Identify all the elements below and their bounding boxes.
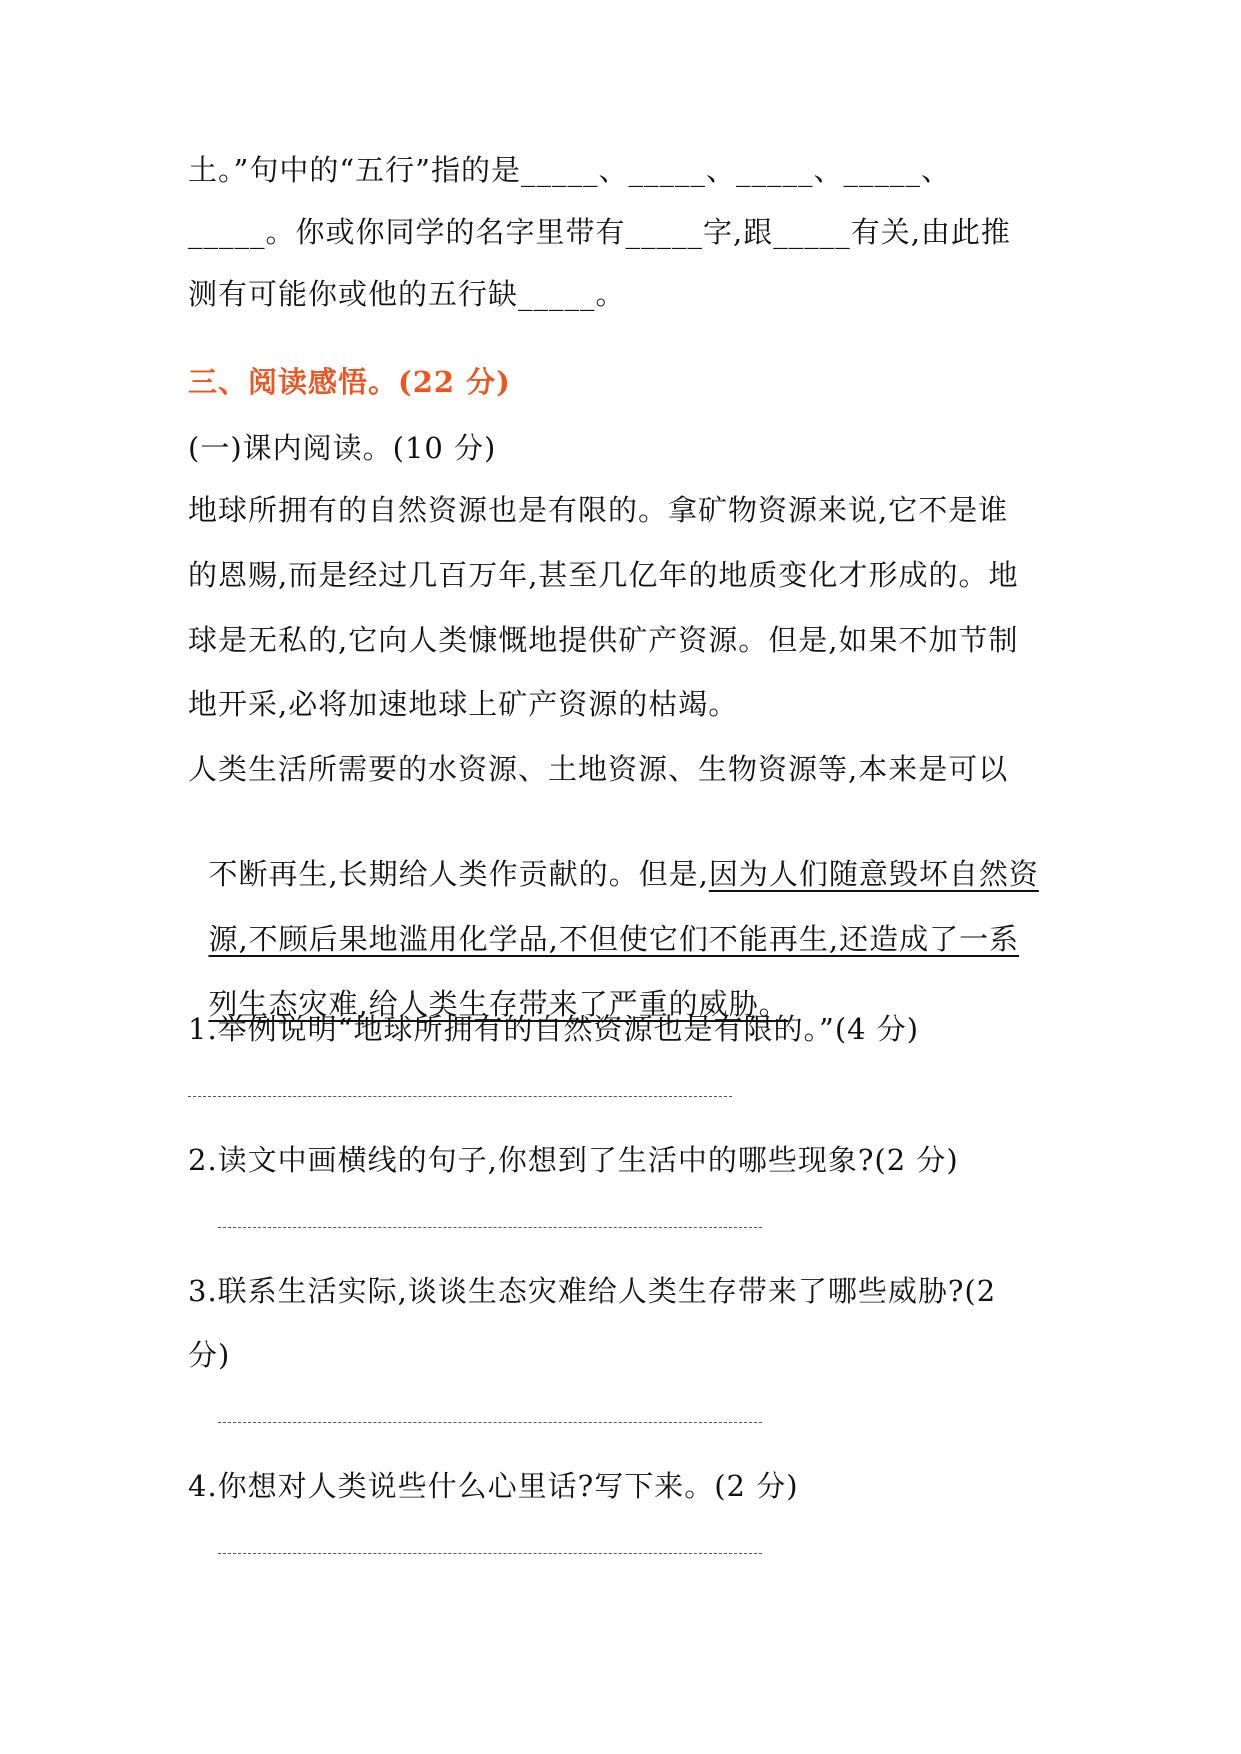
- underlined-sentence: 因为人们随意毁坏自然资: [708, 857, 1039, 891]
- fill-in-line-1: 土。”句中的“五行”指的是_____、_____、_____、_____、: [188, 153, 951, 187]
- answer-line-4[interactable]: [218, 1553, 762, 1554]
- fill-in-line-2: _____。你或你同学的名字里带有_____字,跟_____有关,由此推: [188, 215, 1011, 249]
- question-3: 3.联系生活实际,谈谈生态灾难给人类生存带来了哪些威胁?(2: [188, 1274, 997, 1308]
- passage-line: 的恩赐,而是经过几百万年,甚至几亿年的地质变化才形成的。地: [188, 558, 1019, 592]
- question-1: 1.举例说明“地球所拥有的自然资源也是有限的。”(4 分): [188, 1012, 920, 1046]
- section-heading: 三、阅读感悟。(22 分): [188, 365, 511, 399]
- answer-line-3[interactable]: [218, 1422, 762, 1423]
- underlined-sentence: 源,不顾后果地滥用化学品,不但使它们不能再生,还造成了一系: [208, 922, 1020, 956]
- passage-line: 人类生活所需要的水资源、土地资源、生物资源等,本来是可以: [188, 752, 1009, 786]
- question-2: 2.读文中画横线的句子,你想到了生活中的哪些现象?(2 分): [188, 1143, 959, 1177]
- passage-line: 地开采,必将加速地球上矿产资源的枯竭。: [188, 687, 739, 721]
- answer-line-2[interactable]: [218, 1227, 762, 1228]
- sub-heading: (一)课内阅读。(10 分): [188, 431, 497, 465]
- passage-line: 球是无私的,它向人类慷慨地提供矿产资源。但是,如果不加节制: [188, 623, 1019, 657]
- passage-text: 不断再生,长期给人类作贡献的。但是,: [208, 857, 709, 891]
- passage-line: 地球所拥有的自然资源也是有限的。拿矿物资源来说,它不是谁: [188, 493, 1009, 527]
- answer-line-1[interactable]: [188, 1096, 732, 1097]
- question-3-cont: 分): [188, 1338, 231, 1372]
- fill-in-line-3: 测有可能你或他的五行缺_____。: [188, 277, 626, 311]
- underlined-sentence: 列生态灾难,给人类生存带来了严重的威胁。: [208, 987, 789, 1021]
- question-4: 4.你想对人类说些什么心里话?写下来。(2 分): [188, 1469, 799, 1503]
